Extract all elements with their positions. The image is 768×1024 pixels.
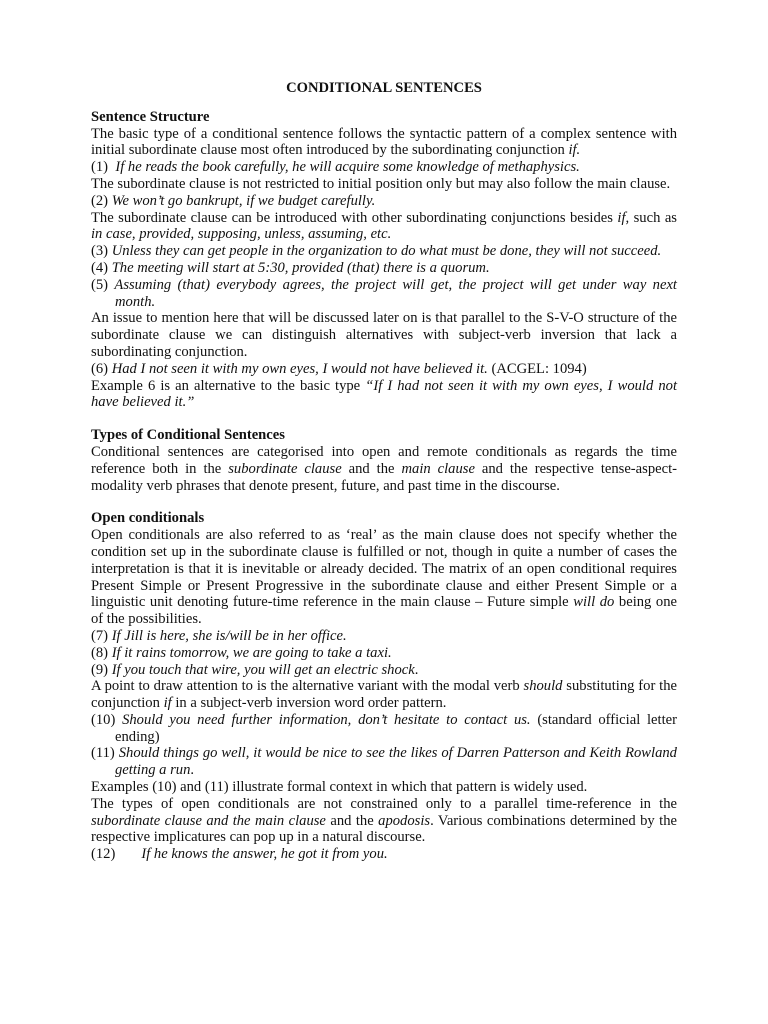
section-heading-types: Types of Conditional Sentences: [91, 427, 285, 444]
example-number: (10): [91, 711, 116, 728]
paragraph: [91, 444, 677, 494]
example-6: [91, 361, 677, 378]
paragraph: [91, 378, 677, 412]
paragraph-text: Conditional sentences are categorised into open and remote conditionals as regards the time reference both in the: [91, 443, 677, 477]
italic-term: if: [163, 695, 172, 712]
example-text: If he knows the answer, he got it from you.: [141, 846, 388, 863]
paragraph: [91, 527, 677, 628]
paragraph-text: Open conditionals are also referred to as ‘real’ as the main clause does not specify whether the condition set up in the subordinate clause is fulfilled or not, though in quite a number of cases the interpretation is that it is inevitable or already decided. The matrix of an open conditional requires Present Simple or Present Progressive in the subordinate clause and either Present Simple or a linguistic unit denoting future-time reference in the main clause – Future simple: [91, 527, 677, 611]
example-text: Assuming (that) everybody agrees, the project will get, the project will get under way next month.: [114, 276, 677, 310]
example-2: [91, 193, 677, 210]
example-7: [91, 628, 677, 645]
example-end: .: [414, 661, 419, 678]
example-end: .: [190, 762, 195, 779]
paragraph-text: such as: [629, 209, 677, 226]
example-text: The meeting will start at 5:30, provided (that) there is a quorum.: [111, 259, 490, 276]
paragraph: [91, 210, 677, 244]
example-number: (4): [91, 259, 109, 276]
example-10: [91, 712, 677, 746]
example-number: (11): [91, 745, 115, 762]
paragraph-text: substituting for the conjunction: [91, 678, 677, 712]
paragraph-text: Example 6 is an alternative to the basic type: [91, 377, 366, 394]
example-text: If Jill is here, she is/will be in her office.: [111, 627, 347, 644]
example-number: (3): [91, 243, 109, 260]
example-text: We won’t go bankrupt, if we budget carefully.: [111, 192, 376, 209]
paragraph-text: The subordinate clause can be introduced with other subordinating conjunctions besides: [91, 209, 618, 226]
paragraph: The subordinate clause is not restricted to initial position only but may also follow the main clause.: [91, 175, 671, 192]
italic-term: subordinate clause: [228, 460, 342, 477]
italic-term: subordinate clause and the main clause: [91, 812, 326, 829]
paragraph-text: The types of open conditionals are not constrained only to a parallel time-reference in the: [91, 795, 677, 812]
italic-term: if.: [568, 142, 581, 159]
paragraph: [91, 796, 677, 846]
example-8: [91, 645, 677, 662]
paragraph-text: in a subject-verb inversion word order pattern.: [171, 695, 447, 712]
example-text: If he reads the book carefully, he will acquire some knowledge of methaphysics.: [115, 159, 580, 176]
example-text: Should things go well, it would be nice to see the likes of Darren Patterson and Keith Rowland getting a run: [115, 745, 677, 779]
example-number: (8): [91, 644, 109, 661]
paragraph-text: and the: [341, 460, 402, 477]
example-number: (2): [91, 192, 109, 209]
italic-term: if,: [617, 209, 630, 226]
italic-term: apodosis: [378, 812, 431, 829]
example-12: [91, 846, 677, 863]
example-1: [91, 159, 677, 176]
italic-quote: “If I had not seen it with my own eyes, I would not have believed it.”: [91, 377, 677, 411]
section-heading-sentence-structure: Sentence Structure: [91, 108, 210, 125]
example-number: (7): [91, 627, 109, 644]
example-number: (1): [91, 159, 109, 176]
paragraph: Examples (10) and (11) illustrate formal context in which that pattern is widely used.: [91, 779, 588, 796]
paragraph-text: A point to draw attention to is the alternative variant with the modal verb: [91, 678, 524, 695]
example-text: Had I not seen it with my own eyes, I would not have believed it.: [111, 360, 488, 377]
example-3: [91, 243, 677, 260]
document-title: CONDITIONAL SENTENCES: [286, 80, 482, 96]
paragraph-text: The basic type of a conditional sentence follows the syntactic pattern of a complex sentence with initial subordinate clause most often introduced by the subordinating conjunction: [91, 125, 677, 159]
example-reference: (ACGEL: 1094): [487, 360, 587, 377]
paragraph-text: . Various combinations determined by the respective implicatures can pop up in a natural discourse.: [91, 812, 677, 846]
paragraph-text: being one of the possibilities.: [91, 594, 678, 628]
example-4: [91, 260, 677, 277]
paragraph: [91, 126, 677, 160]
example-number: (9): [91, 661, 109, 678]
paragraph-text: and the respective tense-aspect-modality verb phrases that denote present, future, and past time in the discourse.: [91, 460, 677, 494]
example-note: (standard official letter ending): [115, 711, 677, 745]
example-number: (12): [91, 846, 116, 863]
example-text: If it rains tomorrow, we are going to take a taxi.: [111, 644, 392, 661]
italic-term: will do: [573, 594, 615, 611]
section-heading-open-conditionals: Open conditionals: [91, 510, 205, 527]
example-11: [91, 745, 677, 779]
document-page: [91, 80, 677, 863]
example-text: Unless they can get people in the organization to do what must be done, they will not succeed.: [111, 243, 662, 260]
example-9: [91, 662, 677, 679]
example-text: Should you need further information, don’t hesitate to contact us.: [122, 711, 531, 728]
example-number: (5): [91, 276, 109, 293]
italic-term: main clause: [401, 460, 475, 477]
italic-term: in case, provided, supposing, unless, assuming, etc.: [91, 226, 392, 243]
paragraph: An issue to mention here that will be discussed later on is that parallel to the S-V-O structure of the subordinate clause we can distinguish alternatives with subject-verb inversion that lack a subordinating conjunction.: [91, 310, 677, 360]
example-5: [91, 277, 677, 311]
paragraph: [91, 678, 677, 712]
example-number: (6): [91, 360, 109, 377]
example-text: If you touch that wire, you will get an electric shock: [111, 661, 415, 678]
paragraph-text: and the: [325, 812, 379, 829]
italic-term: should: [523, 678, 563, 695]
